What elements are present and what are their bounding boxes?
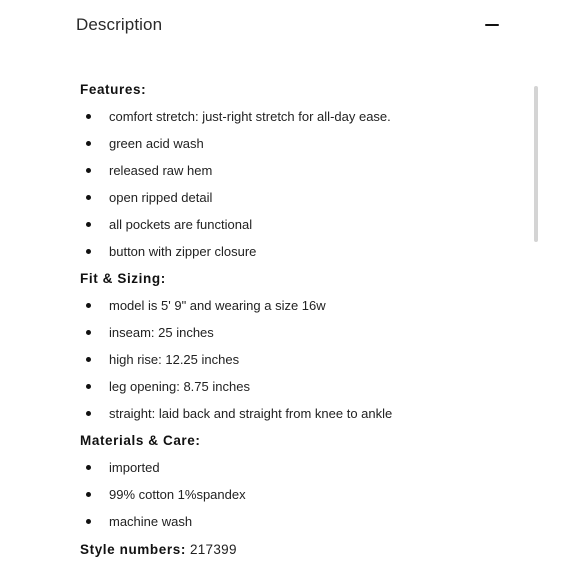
list-item: leg opening: 8.75 inches — [80, 373, 392, 400]
list-item: 99% cotton 1%spandex — [80, 481, 246, 508]
list-item: green acid wash — [80, 130, 391, 157]
bullet-icon — [86, 114, 91, 119]
list-item: machine wash — [80, 508, 246, 535]
fit-sizing-list — [80, 292, 392, 427]
features-list — [80, 103, 391, 265]
bullet-icon — [86, 492, 91, 497]
bullet-icon — [86, 168, 91, 173]
materials-care-list — [80, 454, 246, 535]
description-title: Description — [76, 15, 163, 34]
style-numbers-value: 217399 — [189, 542, 237, 557]
list-item: straight: laid back and straight from knee to ankle — [80, 400, 392, 427]
list-item: high rise: 12.25 inches — [80, 346, 392, 373]
list-item: open ripped detail — [80, 184, 391, 211]
description-header[interactable] — [76, 12, 500, 38]
list-item: all pockets are functional — [80, 211, 391, 238]
scrollbar[interactable] — [534, 86, 538, 242]
style-numbers — [80, 540, 237, 560]
bullet-icon — [86, 249, 91, 254]
minus-icon[interactable] — [484, 17, 500, 33]
features-section — [80, 80, 391, 265]
bullet-icon — [86, 195, 91, 200]
style-numbers-label: Style numbers: — [80, 542, 186, 557]
list-item: inseam: 25 inches — [80, 319, 392, 346]
materials-care-heading: Materials & Care: — [80, 433, 201, 448]
bullet-icon — [86, 303, 91, 308]
bullet-icon — [86, 411, 91, 416]
bullet-icon — [86, 357, 91, 362]
list-item: released raw hem — [80, 157, 391, 184]
fit-sizing-section — [80, 269, 392, 427]
list-item: button with zipper closure — [80, 238, 391, 265]
description-content — [80, 80, 520, 570]
bullet-icon — [86, 384, 91, 389]
list-item: model is 5' 9" and wearing a size 16w — [80, 292, 392, 319]
bullet-icon — [86, 330, 91, 335]
list-item: comfort stretch: just-right stretch for all-day ease. — [80, 103, 391, 130]
bullet-icon — [86, 222, 91, 227]
bullet-icon — [86, 141, 91, 146]
list-item: imported — [80, 454, 246, 481]
materials-care-section — [80, 431, 246, 535]
features-heading: Features: — [80, 82, 147, 97]
bullet-icon — [86, 465, 91, 470]
bullet-icon — [86, 519, 91, 524]
fit-sizing-heading: Fit & Sizing: — [80, 271, 166, 286]
